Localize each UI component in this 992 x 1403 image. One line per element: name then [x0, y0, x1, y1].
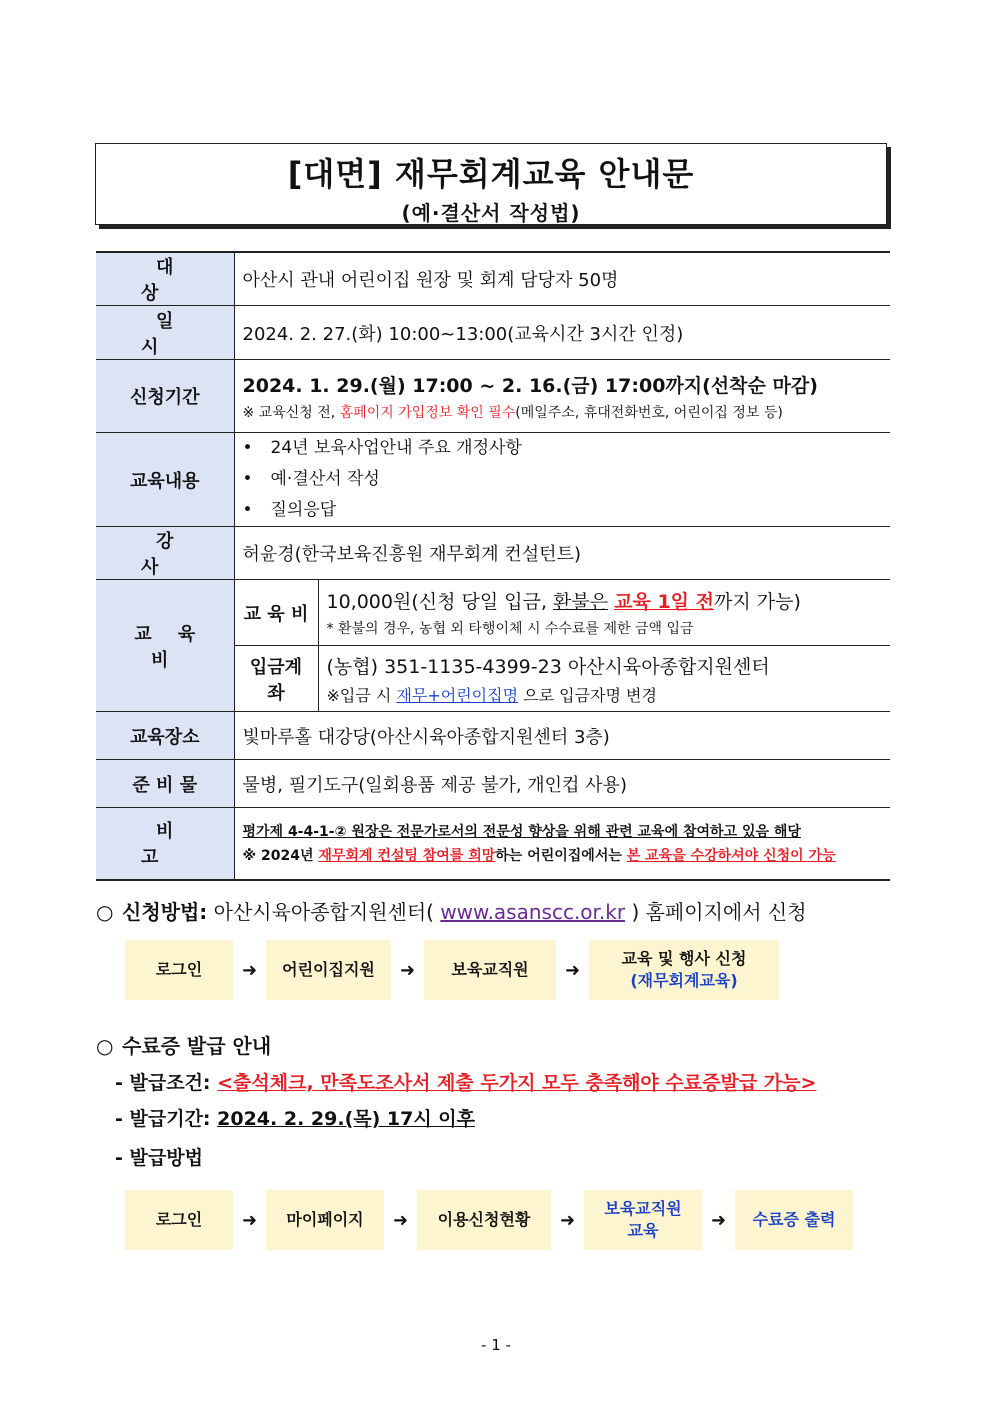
row-lecturer — [96, 527, 890, 580]
issue-period: - 발급기간: 2024. 2. 29.(목) 17시 이후 — [115, 1108, 476, 1130]
arrow-icon: ➜ — [392, 1209, 409, 1231]
label-target: 대 상 — [141, 257, 204, 304]
value-account: (농협) 351-1135-4399-23 아산시육아종합지원센터 — [326, 655, 770, 678]
label-remarks: 비 고 — [141, 821, 204, 869]
arrow-icon: ➜ — [710, 1209, 727, 1231]
value-period: 2024. 1. 29.(월) 17:00 ~ 2. 16.(금) 17:00까지(선착순 마감) — [242, 374, 818, 397]
homepage-link[interactable]: www.asanscc.or.kr — [440, 900, 626, 924]
period-note-required: 홈페이지 가입정보 확인 필수 — [339, 404, 516, 421]
account-note: ※입금 시 재무+어린이집명 으로 입금자명 변경 — [326, 685, 657, 705]
refund-deadline: 교육 1일 전 — [614, 591, 715, 613]
arrow-icon: ➜ — [559, 1209, 576, 1231]
label-lecturer: 강 사 — [141, 531, 204, 578]
sublabel-account: 입금계좌 — [234, 646, 318, 712]
value-prep: 물병, 필기도구(일회용품 제공 불가, 개인컵 사용) — [234, 760, 890, 808]
remarks-line1: 평가제 4-4-1-② 원장은 전문가로서의 전문성 향상을 위해 관련 교육에 참여하고 있음 해당 — [242, 824, 801, 841]
value-datetime: 2024. 2. 27.(화) 10:00~13:00(교육시간 3시간 인정) — [234, 306, 890, 360]
label-period: 신청기간 — [96, 360, 234, 433]
row-period — [96, 360, 890, 433]
period-note: ※ 교육신청 전, 홈페이지 가입정보 확인 필수(메일주소, 휴대전화번호, 어린이집 정보 등) — [242, 404, 783, 421]
content-item: • 예·결산서 작성 — [243, 464, 883, 495]
row-datetime — [96, 306, 890, 360]
value-fee: 10,000원(신청 당일 입금, 환불은 교육 1일 전까지 가능) — [326, 591, 801, 613]
row-prep — [96, 760, 890, 808]
apply-step-event: 교육 및 행사 신청 (재무회계교육) — [589, 940, 779, 1000]
content-list — [243, 433, 883, 526]
apply-step-staff: 보육교직원 — [424, 940, 556, 1000]
cert-step-mypage: 마이페이지 — [266, 1190, 384, 1250]
fee-note: * 환불의 경우, 농협 외 타행이체 시 수수료를 제한 금액 입금 — [326, 621, 694, 637]
issue-condition: - 발급조건: <출석체크, 만족도조사서 제출 두가지 모두 충족해야 수료증발급 가능> — [115, 1072, 817, 1094]
apply-heading: 신청방법: — [122, 900, 208, 924]
row-content — [96, 433, 890, 527]
depositor-name-format: 재무+어린이집명 — [396, 685, 519, 705]
certificate-flow — [125, 1190, 853, 1250]
label-datetime: 일 시 — [141, 310, 204, 358]
document-title: [대면] 재무회계교육 안내문 — [287, 155, 695, 193]
row-fee — [96, 580, 890, 646]
label-content: 교육내용 — [96, 433, 234, 527]
arrow-icon: ➜ — [399, 959, 416, 981]
cert-step-print: 수료증 출력 — [735, 1190, 853, 1250]
arrow-icon: ➜ — [241, 959, 258, 981]
info-table — [96, 251, 890, 881]
issue-period-value: 2024. 2. 29.(목) 17시 이후 — [217, 1108, 476, 1130]
title-box — [95, 143, 887, 225]
apply-method: ○ 신청방법: 아산시육아종합지원센터( www.asanscc.or.kr ) 홈페이지에서 신청 — [96, 900, 807, 924]
value-target: 아산시 관내 어린이집 원장 및 회계 담당자 50명 — [234, 252, 890, 306]
issue-method: - 발급방법 — [115, 1147, 203, 1169]
content-item: • 24년 보육사업안내 주요 개정사항 — [243, 433, 883, 464]
page-number: - 1 - — [481, 1336, 511, 1354]
remarks-line2: ※ 2024년 재무회계 컨설팅 참여를 희망하는 어린이집에서는 본 교육을 수강하셔야 신청이 가능 — [242, 848, 836, 865]
row-remarks — [96, 808, 890, 880]
apply-step-login: 로그인 — [125, 940, 233, 1000]
apply-step-daycare-support: 어린이집지원 — [266, 940, 391, 1000]
certificate-heading: 수료증 발급 안내 — [122, 1034, 272, 1058]
arrow-icon: ➜ — [241, 1209, 258, 1231]
issue-condition-value: <출석체크, 만족도조사서 제출 두가지 모두 충족해야 수료증발급 가능> — [217, 1072, 817, 1094]
certificate-section: ○ 수료증 발급 안내 — [96, 1034, 272, 1058]
row-target — [96, 252, 890, 306]
label-fee: 교 육 비 — [134, 623, 206, 671]
cert-step-staff-edu: 보육교직원 교육 — [584, 1190, 702, 1250]
value-place: 빛마루홀 대강당(아산시육아종합지원센터 3층) — [234, 712, 890, 760]
document-subtitle: (예·결산서 작성법) — [401, 201, 581, 225]
apply-flow — [125, 940, 779, 1000]
sublabel-fee: 교 육 비 — [234, 580, 318, 646]
label-place: 교육장소 — [96, 712, 234, 760]
row-place — [96, 712, 890, 760]
label-prep: 준 비 물 — [96, 760, 234, 808]
value-lecturer: 허윤경(한국보육진흥원 재무회계 컨설턴트) — [234, 527, 890, 580]
content-item: • 질의응답 — [243, 495, 883, 526]
arrow-icon: ➜ — [564, 959, 581, 981]
cert-step-login: 로그인 — [125, 1190, 233, 1250]
cert-step-status: 이용신청현황 — [417, 1190, 551, 1250]
